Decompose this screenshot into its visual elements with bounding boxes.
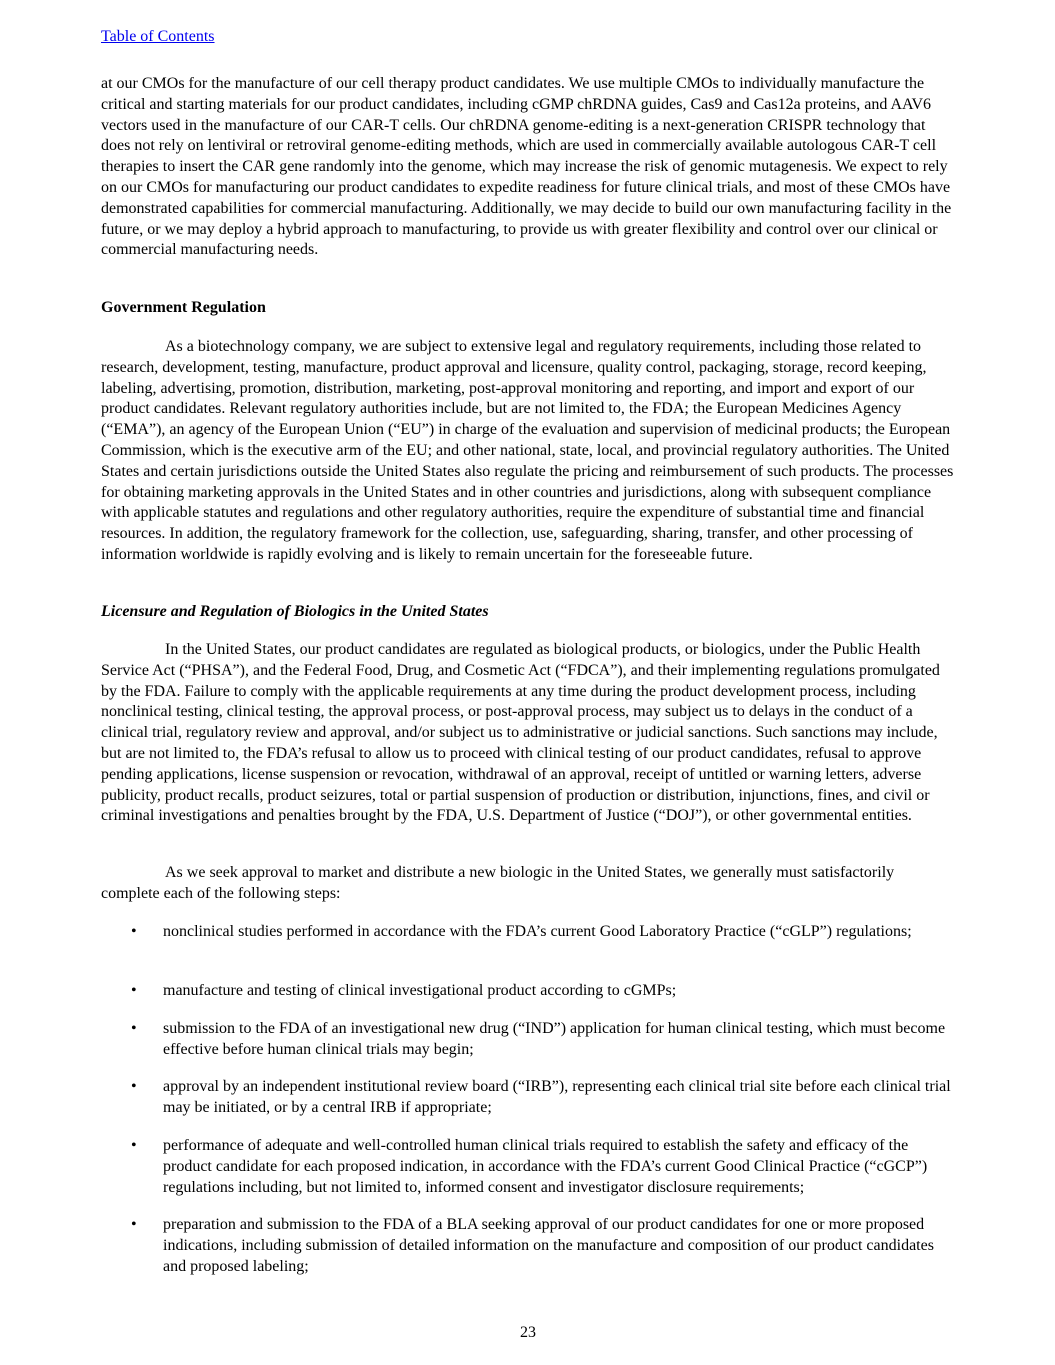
bullet-icon: •: [131, 1078, 137, 1095]
list-item-text: submission to the FDA of an investigational new drug (“IND”) application for human clinical testing, which must become effective before human clinical trials may begin;: [163, 1020, 946, 1058]
list-item-text: performance of adequate and well-controlled human clinical trials required to establish the safety and efficacy of the product candidate for each proposed indication, in accordance with the FDA’s current Good Clinical Practice (“cGCP”) regulations including, but not limited to, informed consent and investigator disclosure requirements;: [163, 1137, 928, 1196]
section-heading-government-regulation: Government Regulation: [101, 299, 266, 316]
licensure-paragraph-1: In the United States, our product candidates are regulated as biological products, or biologics, under the Public Health Service Act (“PHSA”), and the Federal Food, Drug, and Cosmetic Act (“FDCA”), and their implementing regulations promulgated by the FDA. Failure to comply with the applicable requirements at any time during the product development process, including nonclinical testing, clinical testing, the approval process, or post-approval process, may subject us to delays in the conduct of a clinical trial, regulatory review and approval, and/or subject us to administrative or judicial sanctions. Such sanctions may include, but are not limited to, the FDA’s refusal to allow us to proceed with clinical testing of our product candidates, refusal to approve pending applications, license suspension or revocation, withdrawal of an approval, receipt of untitled or warning letters, adverse publicity, product recalls, product seizures, total or partial suspension of production or distribution, injunctions, fines, and civil or criminal investigations and penalties brought by the FDA, U.S. Department of Justice (“DOJ”), or other governmental entities.: [101, 641, 940, 825]
list-item-text: nonclinical studies performed in accordance with the FDA’s current Good Laboratory Practice (“cGLP”) regulations;: [163, 923, 912, 940]
bullet-icon: •: [131, 1137, 137, 1154]
bullet-icon: •: [131, 1020, 137, 1037]
bullet-icon: •: [131, 1216, 137, 1233]
section-heading-licensure: Licensure and Regulation of Biologics in the United States: [101, 603, 489, 620]
list-item-text: manufacture and testing of clinical investigational product according to cGMPs;: [163, 982, 677, 999]
licensure-paragraph-2: As we seek approval to market and distribute a new biologic in the United States, we generally must satisfactorily complete each of the following steps:: [101, 864, 895, 902]
bullet-icon: •: [131, 923, 137, 940]
bullet-icon: •: [131, 982, 137, 999]
list-item-text: approval by an independent institutional review board (“IRB”), representing each clinical trial site before each clinical trial may be initiated, or by a central IRB if appropriate;: [163, 1078, 951, 1116]
intro-paragraph: at our CMOs for the manufacture of our cell therapy product candidates. We use multiple CMOs to individually manufacture the critical and starting materials for our product candidates, including cGMP chRDNA guides, Cas9 and Cas12a proteins, and AAV6 vectors used in the manufacture of our CAR-T cells. Our chRDNA genome-editing is a next-generation CRISPR technology that does not rely on lentiviral or retroviral genome-editing methods, which are used in commercially available autologous CAR-T cell therapies to insert the CAR gene randomly into the genome, which may increase the risk of genomic mutagenesis. We expect to rely on our CMOs for manufacturing our product candidates to expedite readiness for future clinical trials, and most of these CMOs have demonstrated capabilities for commercial manufacturing. Additionally, we may decide to build our own manufacturing facility in the future, or we may deploy a hybrid approach to manufacturing, to provide us with greater flexibility and control over our clinical or commercial manufacturing needs.: [101, 75, 952, 259]
government-regulation-paragraph: As a biotechnology company, we are subject to extensive legal and regulatory requirements, including those related to research, development, testing, manufacture, product approval and licensure, quality control, packaging, storage, record keeping, labeling, advertising, promotion, distribution, marketing, post-approval monitoring and reporting, and import and export of our product candidates. Relevant regulatory authorities include, but are not limited to, the FDA; the European Medicines Agency (“EMA”), an agency of the European Union (“EU”) in charge of the evaluation and supervision of medicinal products; the European Commission, which is the executive arm of the EU; and other national, state, local, and provincial regulatory authorities. The United States and certain jurisdictions outside the United States also regulate the pricing and reimbursement of such products. The processes for obtaining marketing approvals in the United States and in other countries and jurisdictions, along with subsequent compliance with applicable statutes and regulations and other regulatory authorities, require the expenditure of substantial time and financial resources. In addition, the regulatory framework for the collection, use, safeguarding, sharing, transfer, and other processing of information worldwide is rapidly evolving and is likely to remain uncertain for the foreseeable future.: [101, 338, 954, 563]
list-item-text: preparation and submission to the FDA of a BLA seeking approval of our product candidates for one or more proposed indications, including submission of detailed information on the manufacture and composition of our product candidates and proposed labeling;: [163, 1216, 934, 1275]
page-number: 23: [520, 1324, 536, 1341]
table-of-contents-link[interactable]: Table of Contents: [101, 28, 215, 45]
